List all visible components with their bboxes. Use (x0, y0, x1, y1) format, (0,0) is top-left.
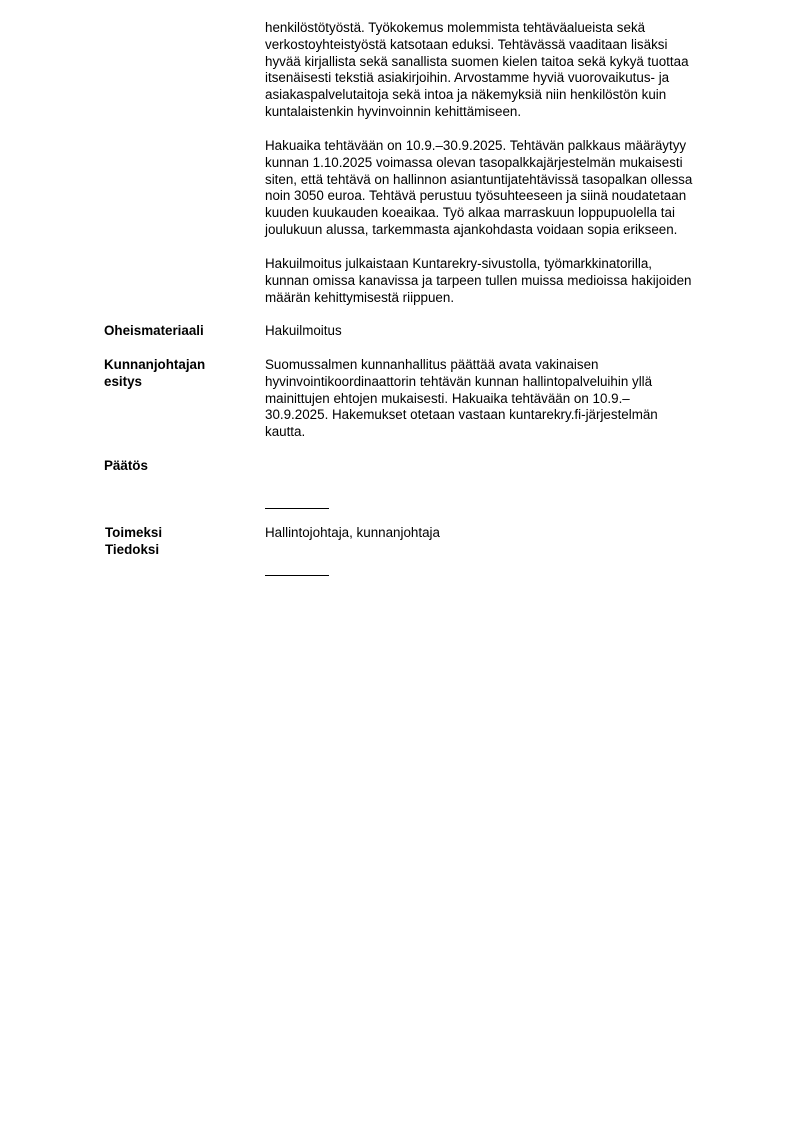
text-line: kunnan omissa kanavissa ja tarpeen tullen muissa medioissa hakijoiden (265, 272, 692, 288)
section-label: Oheismateriaali (104, 323, 204, 338)
text-line: itsenäisesti tekstiä asiakirjoihin. Arvostamme hyviä vuorovaikutus- ja (265, 70, 670, 86)
text-line: noin 3050 euroa. Tehtävä perustuu työsuhteeseen ja siinä noudatetaan (265, 188, 687, 204)
text-line: henkilöstötyöstä. Työkokemus molemmista tehtäväalueista sekä (265, 20, 646, 35)
paragraph-salary (265, 138, 735, 239)
section-label: Toimeksi (105, 525, 163, 540)
section-label-paatos (104, 458, 254, 475)
section-label: Kunnanjohtajan (104, 357, 206, 372)
divider-line (265, 508, 329, 509)
text-line: hyvää kirjallista sekä sanallista suomen kielen taitoa sekä kykyä tuottaa (265, 53, 689, 69)
text-line: joulukuun alussa, tarkemmasta ajankohdasta voidaan sopia erikseen. (265, 221, 678, 237)
section-label: esitys (104, 373, 142, 389)
text-line: määrän kehittymisestä riippuen. (265, 289, 455, 305)
paragraph-qualifications (265, 20, 735, 121)
paragraph-publication (265, 256, 735, 306)
section-label: Päätös (104, 458, 148, 473)
text-line: hyvinvointikoordinaattorin tehtävän kunnan hallintopalveluihin yllä (265, 373, 653, 389)
section-text-toimeksi (265, 525, 735, 542)
attachment-name: Hakuilmoitus (265, 323, 342, 338)
section-text-oheismateriaali (265, 323, 735, 340)
text-line: kautta. (265, 424, 306, 440)
text-line: Hakuilmoitus julkaistaan Kuntarekry-sivustolla, työmarkkinatorilla, (265, 256, 652, 271)
text-line: kuuden kuukauden koeaikaa. Työ alkaa marraskuun loppupuolella tai (265, 205, 675, 221)
section-label-toimeksi (105, 525, 255, 559)
text-line: kunnan 1.10.2025 voimassa olevan tasopalkkajärjestelmän mukaisesti (265, 154, 683, 170)
text-line: Hakuaika tehtävään on 10.9.–30.9.2025. Tehtävän palkkaus määräytyy (265, 138, 687, 153)
divider-line (265, 575, 329, 576)
text-line: mainittujen ehtojen mukaisesti. Hakuaika tehtävään on 10.9.– (265, 390, 630, 406)
section-text-esitys (265, 357, 735, 441)
text-line: 30.9.2025. Hakemukset otetaan vastaan kuntarekry.fi-järjestelmän (265, 407, 658, 423)
text-line: kuntalaistenkin hyvinvoinnin kehittämiseen. (265, 103, 522, 119)
recipients: Hallintojohtaja, kunnanjohtaja (265, 525, 440, 540)
text-line: Suomussalmen kunnanhallitus päättää avata vakinaisen (265, 357, 599, 372)
section-label: Tiedoksi (105, 541, 160, 557)
text-line: siten, että tehtävä on hallinnon asiantuntijatehtävissä tasopalkan ollessa (265, 171, 693, 187)
text-line: asiakaspalvelutaitoja sekä intoa ja näkemyksiä niin henkilöstön kuin (265, 87, 667, 103)
text-line: verkostoyhteistyöstä katsotaan eduksi. Tehtävässä vaaditaan lisäksi (265, 36, 668, 52)
section-label-esitys (104, 357, 254, 391)
section-label-oheismateriaali (104, 323, 254, 340)
